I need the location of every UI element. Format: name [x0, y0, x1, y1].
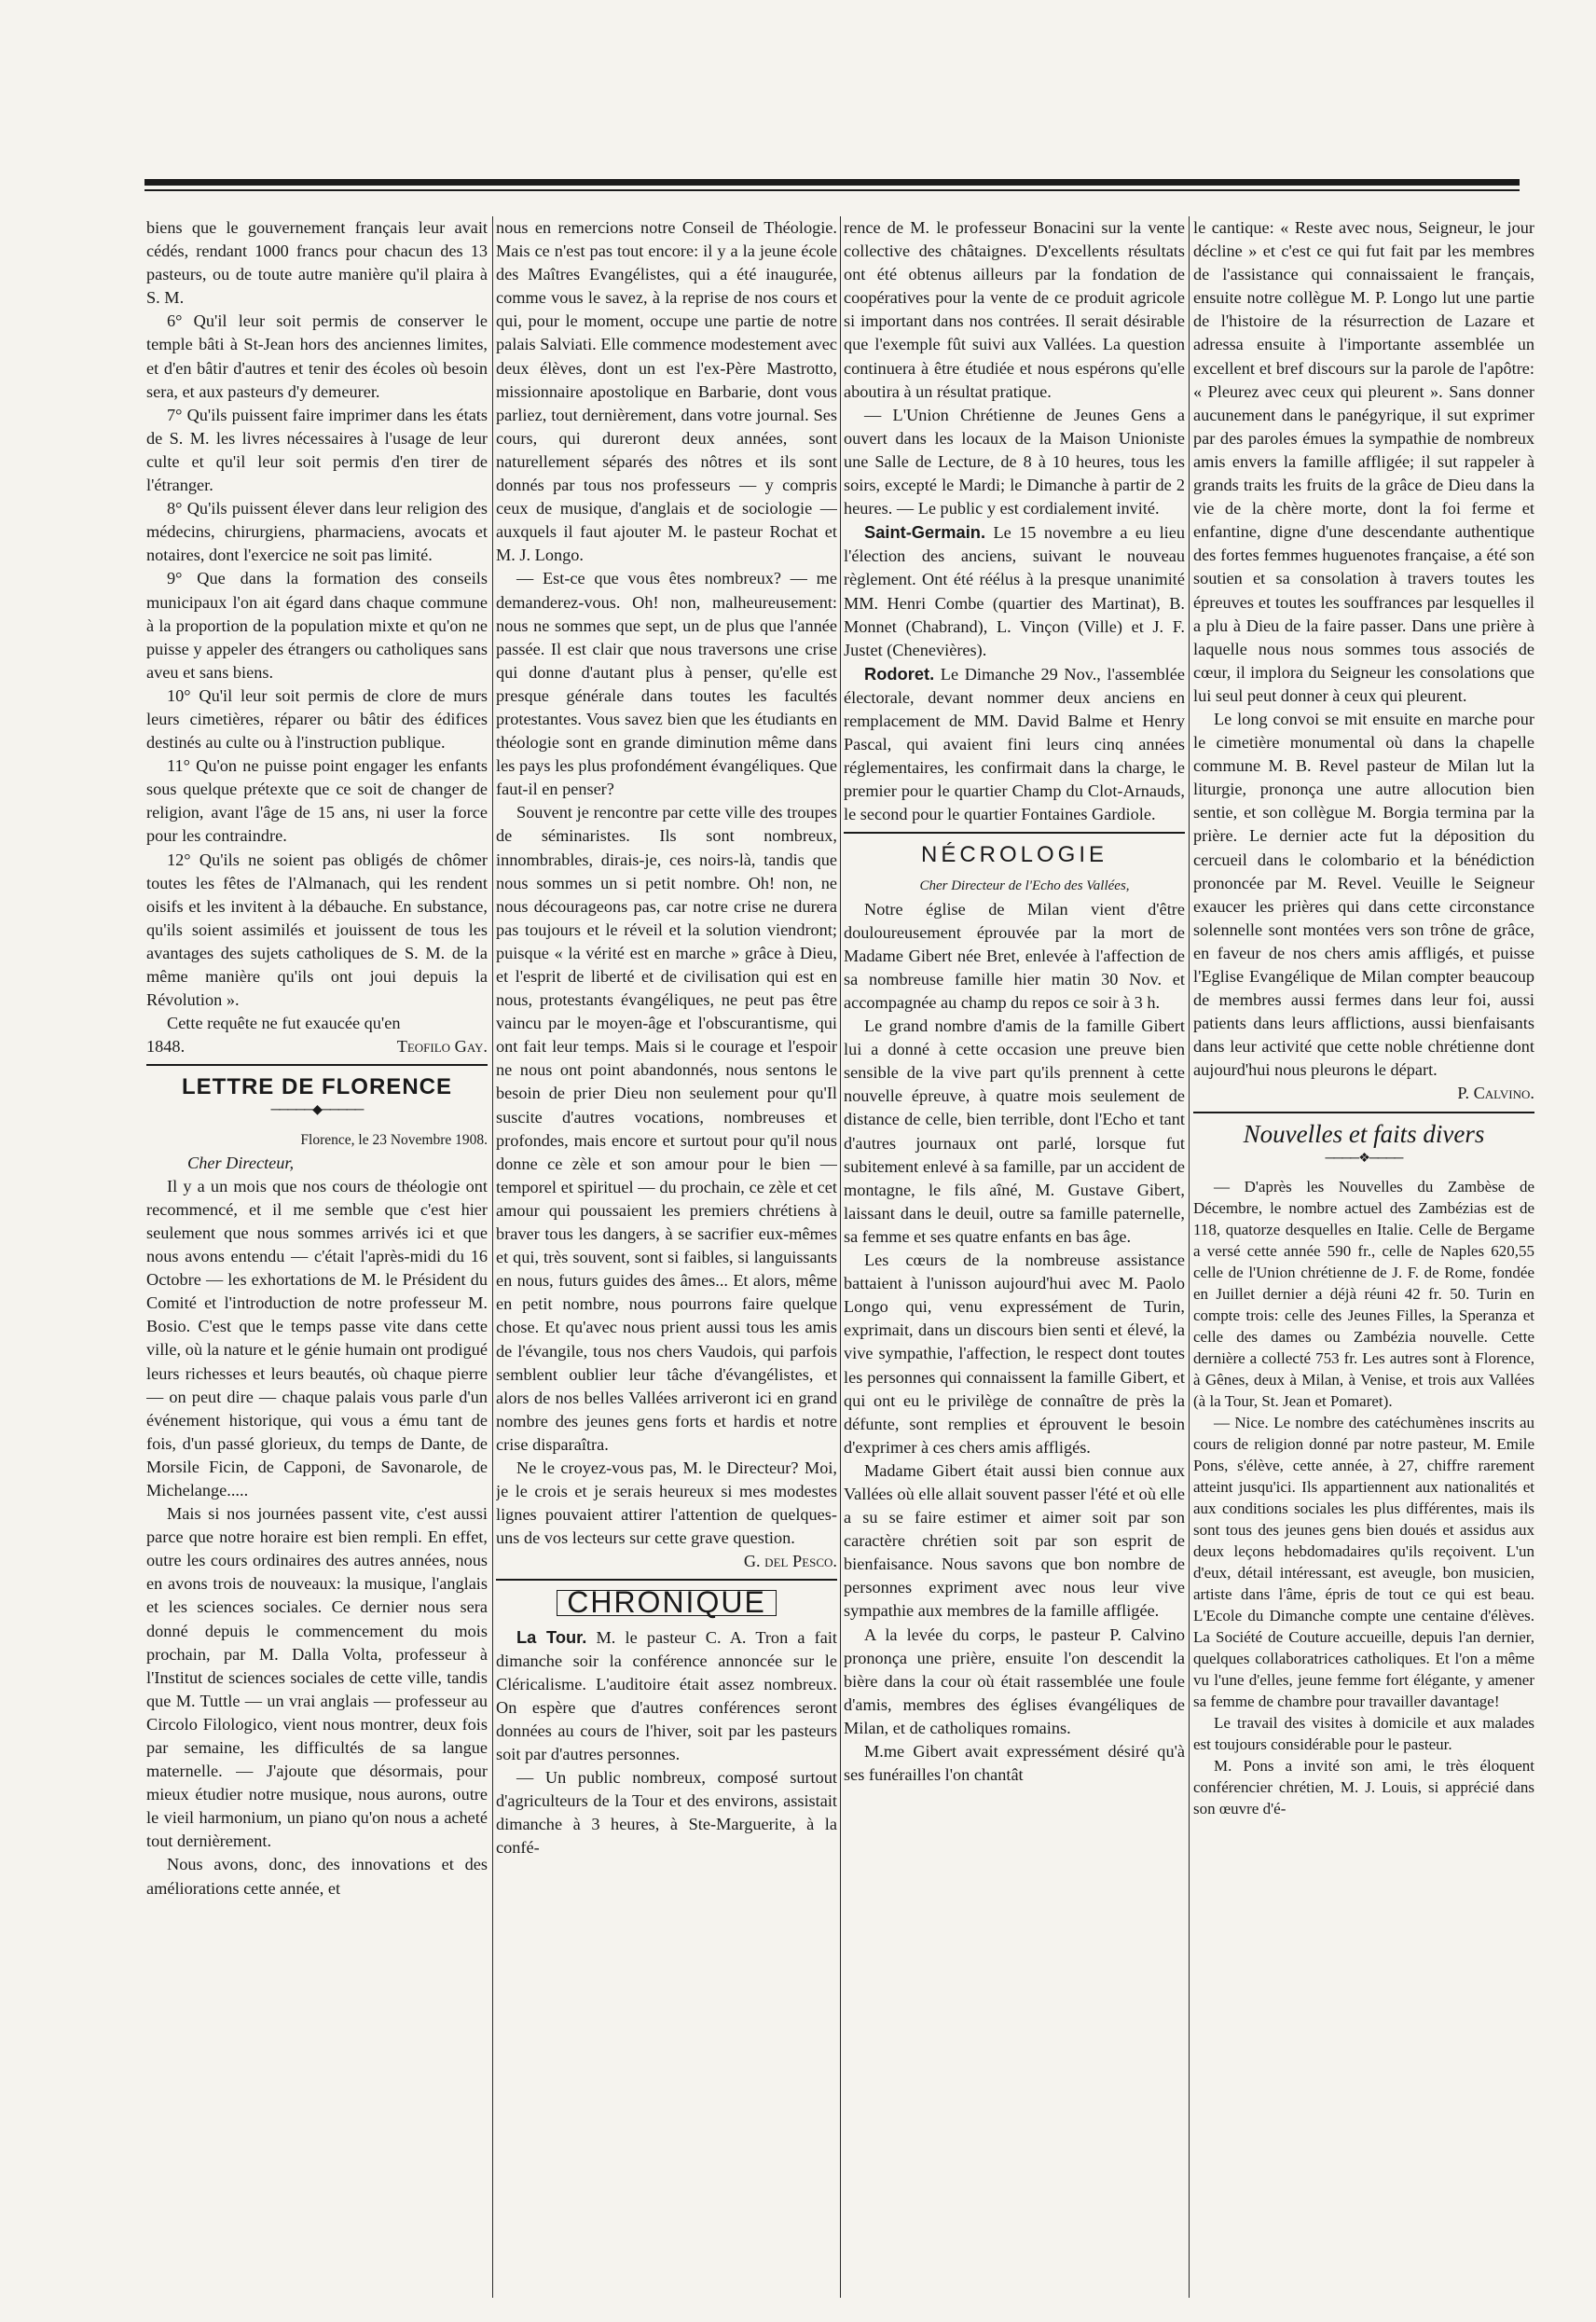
- paragraph: Rodoret. Le Dimanche 29 Nov., l'assemblée électorale, devant nommer deux anciens en remplacement de MM. David Balme et Henry Pascal, qui avaient fini leurs cinq années réglementaires, les confirmait dans la charge, le premier pour le quartier Champ du Clot-Arnauds, le second pour le quartier Fontaines Gardiole.: [844, 663, 1185, 824]
- paragraph: — Est-ce que vous êtes nombreux? — me demanderez-vous. Oh! non, malheureusement: nous ne sommes que sept, un de plus que l'année passée. Il est clair que nous traversons une crise qui donne d'autant plus à penser, qu'elle est presque générale dans toutes les facultés protestantes. Vous savez bien que les étudiants en théologie sont en grande diminution même dans les pays les plus profondément évangéliques. Que faut-il en penser?: [496, 569, 837, 799]
- place-name: Saint-Germain.: [864, 522, 986, 543]
- paragraph: 7° Qu'ils puissent faire imprimer dans les états de S. M. les livres nécessaires à l'usage de leur culte et qu'il leur soit permis d'en tirer de l'étranger.: [146, 405, 488, 495]
- column-3: [844, 216, 1185, 2298]
- paragraph: — D'après les Nouvelles du Zambèse de Décembre, le nombre actuel des Zambézias est de 118, quatorze desquelles en Italie. Celle de Bergame a versé cette année 590 fr., celle de Naples 620,55 celle de l'Union chrétienne de J. F. de Rome, fondée en Juillet dernier a déjà réuni 42 fr. 50. Turin en compte trois: celle des Jeunes Filles, la Speranza et celle des dames ou Zambézia nouvelle. Cette dernière a collecté 753 fr. Les autres sont à Florence, à Gênes, deux à Milan, à Venise, et trois aux Vallées (à la Tour, St. Jean et Pomaret).: [1193, 1177, 1534, 1410]
- column-2: [496, 216, 837, 2298]
- paragraph: 11° Qu'on ne puisse point engager les enfants sous quelque prétexte que ce soit de changer de religion, avant l'âge de 15 ans, ni user la force pour les contraindre.: [146, 756, 488, 846]
- column-divider: [492, 216, 493, 2298]
- paragraph: Ne le croyez-vous pas, M. le Directeur? Moi, je le crois et je serais heureux si mes modestes lignes pouvaient attirer l'attention de quelques-uns de vos lecteurs sur cette grave question.: [496, 1458, 837, 1548]
- author: Teofilo Gay.: [396, 1037, 488, 1057]
- chronique-heading: [496, 1585, 837, 1620]
- paragraph: M. Pons a invité son ami, le très éloquent conférencier chrétien, M. J. Louis, si apprécié dans son œuvre d'é-: [1193, 1756, 1534, 1818]
- paragraph: biens que le gouvernement français leur avait cédés, rendant 1000 francs pour chacun des 13 pasteurs, ou de toute autre manière qu'il plaira à S. M.: [146, 218, 488, 308]
- section-rule: [496, 1579, 837, 1581]
- paragraph: 9° Que dans la formation des conseils municipaux l'on ait égard dans chaque commune à la proportion de la population mixte et qu'on ne puisse y appeler des étrangers ou catholiques sans aveu et sans biens.: [146, 569, 488, 682]
- year: 1848.: [146, 1037, 186, 1057]
- paragraph: 6° Qu'il leur soit permis de conserver le temple bâti à St-Jean hors des anciennes limites, et d'en bâtir d'autres et tenir des écoles où besoin sera, et aux pasteurs d'y demeurer.: [146, 311, 488, 401]
- column-divider: [1189, 216, 1190, 2298]
- signature: P. Calvino.: [1457, 1084, 1534, 1103]
- subheading: Cher Directeur de l'Echo des Vallées,: [919, 878, 1130, 893]
- paragraph: — Nice. Le nombre des catéchumènes inscrits au cours de religion donné par notre pasteur, M. Emile Pons, s'élève, cette année, à 27, chiffre rarement atteint jusqu'ici. Ils appartiennent aux nationalités et aux conditions sociales les plus différentes, mais ils sont tous des jeunes gens bien doués et assidus aux deux leçons hebdomadaires qu'ils reçoivent. L'un d'eux, détail intéressant, est aveugle, bon musicien, artiste dans l'âme, épris de tout ce qui est beau. L'Ecole du Dimanche compte une centaine d'élèves. La Société de Couture accueille, depuis l'an dernier, quelques collaboratrices catholiques. Et l'on a même vu l'une d'elles, jeune femme fort élégante, y amener sa femme de chambre pour travailler davantage!: [1193, 1413, 1534, 1710]
- paragraph: rence de M. le professeur Bonacini sur la vente collective des châtaignes. D'excellents résultats ont été obtenus ailleurs par la fondation de coopératives pour la vente de ce produit agricole si important dans nos contrées. Il serait désirable que l'exemple fût suivi aux Vallées. La question continuera à être étudiée et nous espérons qu'elle aboutira à un résultat pratique.: [844, 218, 1185, 401]
- paragraph: Notre église de Milan vient d'être douloureusement éprouvée par la mort de Madame Gibert née Bret, enlevée à l'affection de sa nombreuse famille hier matin 30 Nov. et accompagnée au champ du repos ce soir à 3 h.: [844, 899, 1185, 1012]
- paragraph: 10° Qu'il leur soit permis de clore de murs leurs cimetières, réparer ou bâtir des édifices destinés au culte ou à l'instruction publique.: [146, 685, 488, 753]
- paragraph: Saint-Germain. Le 15 novembre a eu lieu l'élection des anciens, suivant le nouveau règlement. Ont été réélus à la presque unanimité MM. Henri Combe (quartier des Martinat), B. Monnet (Chabrand), L. Vinçon (Ville) et J. F. Justet (Chenevières).: [844, 522, 1185, 659]
- paragraph: M.me Gibert avait expressément désiré qu'à ses funérailles l'on chantât: [844, 1742, 1185, 1785]
- paragraph: La Tour. M. le pasteur C. A. Tron a fait dimanche soir la conférence annoncée sur le Cléricalisme. L'auditoire était assez nombreux. On espère que d'autres conférences seront données au cours de l'hiver, soit par les pasteurs soit par d'autres personnes.: [496, 1626, 837, 1763]
- paragraph: Le long convoi se mit ensuite en marche pour le cimetière monumental où dans la chapelle commune M. B. Revel pasteur de Milan lut la liturgie, prononça une autre allocution bien sentie, et son collègue M. Borgia termina par la prière. Le dernier acte fut la déposition du cercueil dans le colombario et la bénédiction prononcée par M. Revel. Veuille le Seigneur exaucer les prières qui dans cette circonstance solennelle sont montées vers son trône de grâce, en faveur de nos chers amis affligés, et puisse l'Eglise Evangélique de Milan compter beaucoup de membres aussi fermes dans leur foi, aussi patients dans leurs afflictions, aussi bienfaisants dans leur activité que cette noble chrétienne dont aujourd'hui nous pleurons le départ.: [1193, 709, 1534, 1080]
- section-title: CHRONIQUE: [557, 1590, 777, 1615]
- section-rule: [1193, 1112, 1534, 1113]
- paragraph: Cette requête ne fut exaucée qu'en: [167, 1014, 401, 1033]
- paragraph: A la levée du corps, le pasteur P. Calvino prononça une prière, ensuite l'on descendit la bière dans la cour où était rassemblée une foule d'amis, membres des églises évangéliques de Milan, et de catholiques romains.: [844, 1624, 1185, 1737]
- paragraph: nous en remercions notre Conseil de Théologie. Mais ce n'est pas tout encore: il y a la jeune école des Maîtres Evangélistes, qui a été inaugurée, comme vous le savez, à la reprise de nos cours et qui, pour le moment, occupe une partie de notre palais Salviati. Elle commence modestement avec deux élèves, dont un est l'ex-Père Mastrotto, missionnaire apostolique en Barbarie, dont vous parliez, tout dernièrement, dans votre journal. Ses cours, qui dureront deux années, sont naturellement séparés des nôtres et ils sont donnés par tous nos professeurs — y compris ceux de musique, d'anglais et de sociologie — auxquels il faut ajouter M. le pasteur Rochat et M. J. Longo.: [496, 218, 837, 565]
- paragraph: 8° Qu'ils puissent élever dans leur religion des médecins, chirurgiens, pharmaciens, avocats et notaires, dont l'exercice ne soit pas limité.: [146, 499, 488, 565]
- paragraph: le cantique: « Reste avec nous, Seigneur, le jour décline » et c'est ce qui fut fait par les membres de l'assistance qui connaissaient le français, ensuite notre collègue M. P. Longo lut une partie de l'histoire de la résurrection de Lazare et adressa ensuite à l'importante assemblée un excellent et bref discours sur la parole de l'apôtre: « Pleurez avec ceux qui pleurent ». Sans donner aucunement dans le panégyrique, il sut exprimer par des paroles émues la sympathie de nombreux amis envers la famille affligée; il sut rappeler à grands traits les fruits de la grâce de Dieu dans la vie de la chère morte, dont la foi ferme et enfantine, digne d'une descendante authentique des fortes femmes huguenotes française, a été son soutien et sa consolation à travers toutes les épreuves et toutes les souffrances par lesquelles il a plu à Dieu de la faire passer. Dans une prière à laquelle nous nous sommes tous associés de cœur, il implora du Seigneur les consolations que lui seul peut donner à ceux qui pleurent.: [1193, 218, 1534, 705]
- section-title: LETTRE DE FLORENCE: [181, 1074, 452, 1100]
- header-rule-thick: [144, 179, 1520, 186]
- header-rule-thin: [144, 189, 1520, 191]
- paragraph: — Un public nombreux, composé surtout d'agriculteurs de la Tour et des environs, assistait dimanche à 3 heures, à Ste-Marguerite, à la confé-: [496, 1768, 837, 1858]
- column-4: [1193, 216, 1534, 2298]
- column-divider: [840, 216, 841, 2298]
- paragraph: Souvent je rencontre par cette ville des troupes de séminaristes. Ils sont nombreux, innombrables, dirais-je, ces noirs-là, tandis que nous sommes un si petit nombre. Oh! non, ne nous décourageons pas, car notre crise ne durera pas toujours et le réveil et la solution viendront; puisque « la vérité est en marche » grâce à Dieu, et l'esprit de liberté et de civilisation qui est en nous, protestants évangéliques, ne peut pas être vaincu par le moyen-âge et l'obscurantisme, qui ont fait leur temps. Mais si le courage et l'espoir ne nous ont point abandonnés, nous sentons le besoin de prier Dieu non seulement pour qu'Il suscite d'autres vocations, nombreuses et profondes, mais encore et surtout pour qu'il nous donne ce zèle et son amour pour le bien — temporel et spirituel — du prochain, ce zèle et cet amour qui poussaient les premiers chrétiens à braver tous les dangers, à se sacrifier eux-mêmes et qui, très souvent, sont si faibles, si languissants en nous, futurs guides des âmes... Et alors, même en petit nombre, nous pourrons faire quelque chose. Et qu'avec nous prient aussi tous les amis de l'évangile, tous nos chers Vaudois, qui parfois semblent oublier leur tâche d'évangélistes, et alors de nos belles Vallées arriveront ici en grand nombre des jeunes gens forts et hardis et notre crise disparaîtra.: [496, 803, 837, 1454]
- paragraph: Le grand nombre d'amis de la famille Gibert lui a donné à cette occasion une preuve bien sensible de la vive part qu'ils prennent à cette nouvelle épreuve, à quatre mois seulement de distance de celle, bien terrible, dont l'Echo et tant d'autres journaux ont parlé, lorsque fut subitement enlevé à sa famille, par un accident de montagne, le fils aîné, M. Gustave Gibert, laissant dans le deuil, outre sa famille paternelle, sa femme et ses quatre enfants en bas âge.: [844, 1016, 1185, 1246]
- signature-line: [146, 1035, 488, 1058]
- salutation: Cher Directeur,: [187, 1153, 295, 1172]
- signature: G. del Pesco.: [743, 1552, 837, 1571]
- paragraph: — L'Union Chrétienne de Jeunes Gens a ouvert dans les locaux de la Maison Unioniste une Salle de Lecture, de 8 à 10 heures, tous les soirs, excepté le Mardi; le Dimanche à partir de 2 heures. — Le public y est cordialement invité.: [844, 405, 1185, 518]
- dateline: Florence, le 23 Novembre 1908.: [300, 1131, 488, 1148]
- nouvelles-heading: [1193, 1119, 1534, 1170]
- paragraph: Nous avons, donc, des innovations et des améliorations cette année, et: [146, 1855, 488, 1898]
- place-name: Rodoret.: [864, 663, 935, 684]
- paragraph: Le travail des visites à domicile et aux malades est toujours considérable pour le pasteur.: [1193, 1713, 1534, 1753]
- paragraph: Madame Gibert était aussi bien connue aux Vallées où elle allait souvent passer l'été et où elle a su se faire estimer et aimer soit par son caractère chrétien soit par son esprit de bienfaisance. Nous savons que bon nombre de personnes expriment avec nous leur vive sympathie aux membres de la famille affligée.: [844, 1460, 1185, 1621]
- necrologie-heading: [844, 843, 1185, 868]
- paragraph: Il y a un mois que nos cours de théologie ont recommencé, et il me semble que c'est hier seulement que nous sommes arrivés ici et que nous avons entendu — c'était l'après-midi du 16 Octobre — les exhortations de M. le Président du Comité et l'introduction de notre professeur M. Bosio. C'est que le temps passe vite dans cette ville, où la nature et le génie humain ont prodigué leurs richesses et leurs beautés, où chaque pierre — on peut dire — chaque palais vous parle d'un événement historique, qui vous a ému tant de fois, d'un passé glorieux, du temps de Dante, de Morsile Ficin, de Capponi, de Savonarole, de Michelange.....: [146, 1176, 488, 1500]
- paragraph: Les cœurs de la nombreuse assistance battaient à l'unisson aujourd'hui avec M. Paolo Longo qui, venu expressément de Turin, exprimait, dans un discours bien senti et élevé, la vive sympathie, l'affection, le respect dont toutes les personnes qui connaissent la famille Gibert, et qui ont eu le privilège de connaître de près la défunte, sont remplies et éprouvent le besoin d'exprimer à ces chers amis affligés.: [844, 1251, 1185, 1457]
- column-1: [146, 216, 488, 2298]
- lettre-heading: [146, 1075, 488, 1122]
- section-rule: [146, 1064, 488, 1066]
- place-name: La Tour.: [516, 1626, 587, 1647]
- section-rule: [844, 832, 1185, 834]
- section-title: Nouvelles et faits divers: [1243, 1119, 1485, 1148]
- paragraph: Mais si nos journées passent vite, c'est aussi parce que notre horaire est bien rempli. En effet, outre les cours ordinaires des autres années, nous en avons trois de nouveaux: la musique, l'anglais et les sciences sociales. Ce dernier nous sera donné depuis le commencement du mois prochain, par M. Dalla Volta, professeur à l'Institut de sciences sociales de cette ville, tandis que M. Tuttle — un vrai anglais — professeur au Circolo Filologico, vient nous montrer, deux fois par semaine, les difficultés de sa langue maternelle. — J'ajoute que désormais, pour mieux étudier notre musique, nous aurons, outre le vieil harmonium, un piano qu'on nous a acheté tout dernièrement.: [146, 1504, 488, 1851]
- ornament-icon: ─────◆─────: [270, 1103, 364, 1118]
- section-title: NÉCROLOGIE: [920, 842, 1108, 868]
- ornament-icon: ────❖────: [1325, 1151, 1403, 1166]
- paragraph: 12° Qu'ils ne soient pas obligés de chômer toutes les fêtes de l'Almanach, qui les rendent oisifs et les invitent à la débauche. En substance, qu'ils soient assimilés et jouissent de tous les avantages des sujets catholiques de S. M. de la même manière qu'ils ont joui depuis la Révolution ».: [146, 850, 488, 1010]
